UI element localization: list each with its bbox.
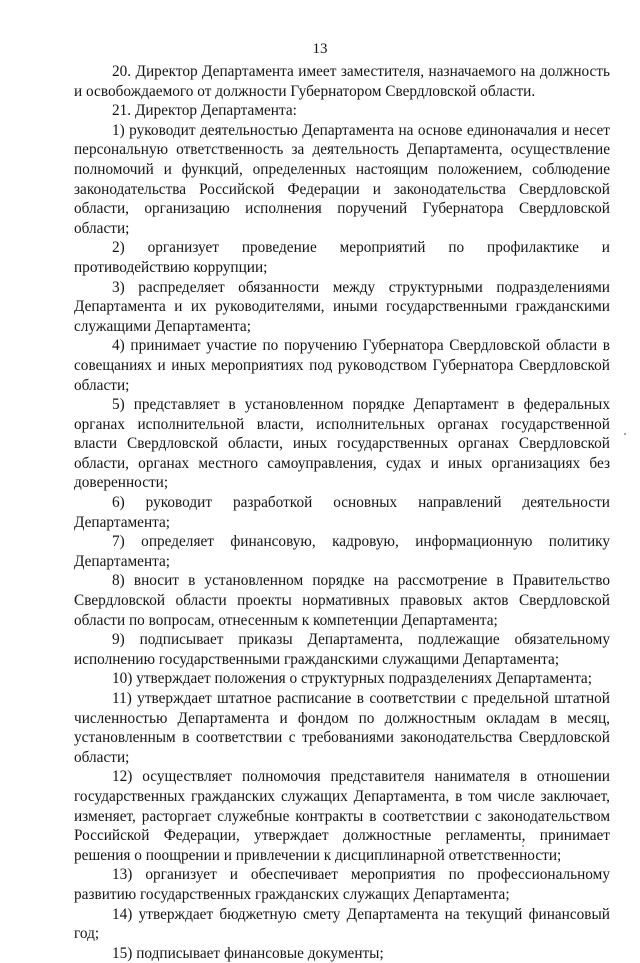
list-item-2: 2) организует проведение мероприятий по профилактике и противодействию коррупции; bbox=[74, 239, 610, 276]
list-item-11: 11) утверждает штатное расписание в соответствии с предельной штатной численностью Департамента и фондом по должностным окладам в месяц, установленным в соответствии с требованиями законодательства Свердловской области; bbox=[74, 690, 610, 766]
list-item-13: 13) организует и обеспечивает мероприятия по профессиональному развитию государственных гражданских служащих Департамента; bbox=[74, 866, 610, 903]
list-item-3: 3) распределяет обязанности между структурными подразделениями Департамента и их руководителями, иными государственными гражданскими служащими Департамента; bbox=[74, 278, 610, 335]
list-item-9: 9) подписывает приказы Департамента, подлежащие обязательному исполнению государственными гражданскими служащими Департамента; bbox=[74, 631, 610, 668]
list-item-1: 1) руководит деятельностью Департамента на основе единоначалия и несет персональную ответственность за деятельность Департамента, осуществление полномочий и функций, определенных настоящим положением, соблюдение законодательства Российской Федерации и законодательства Свердловской области, организацию исполнения поручений Губернатора Свердловской области; bbox=[74, 121, 610, 237]
scan-speck bbox=[624, 433, 626, 435]
list-item-14: 14) утверждает бюджетную смету Департамента на текущий финансовый год; bbox=[74, 905, 610, 943]
paragraph-21: 21. Директор Департамента: bbox=[112, 102, 297, 120]
list-item-4: 4) принимает участие по поручению Губернатора Свердловской области в совещаниях и иных мероприятиях под руководством Губернатора Свердловской области; bbox=[74, 337, 610, 394]
list-item-5: 5) представляет в установленном порядке Департамент в федеральных органах исполнительной власти, исполнительных органах государственной власти Свердловской области, иных государственных органах Свердловской области, органах местного самоуправления, судах и иных организациях без доверенности; bbox=[74, 396, 610, 492]
scan-speck bbox=[522, 845, 524, 847]
list-item-8: 8) вносит в установленном порядке на рассмотрение в Правительство Свердловской области проекты нормативных правовых актов Свердловской области по вопросам, отнесенным к компетенции Департамента; bbox=[74, 572, 610, 629]
page-number: 13 bbox=[312, 41, 328, 57]
paragraph-20: 20. Директор Департамента имеет заместителя, назначаемого на должность и освобождаемого от должности Губернатором Свердловской области. bbox=[74, 63, 610, 100]
list-item-12: 12) осуществляет полномочия представителя нанимателя в отношении государственных гражданских служащих Департамента, в том числе заключает, изменяет, расторгает служебные контракты в соответствии с законодательством Российской Федерации, утверждает должностные регламенты, принимает решения о поощрении и привлечении к дисциплинарной ответственности; bbox=[74, 768, 610, 864]
list-item-7: 7) определяет финансовую, кадровую, информационную политику Департамента; bbox=[74, 533, 610, 570]
list-item-15: 15) подписывает финансовые документы; bbox=[112, 944, 384, 962]
document-body bbox=[74, 62, 610, 963]
list-item-6: 6) руководит разработкой основных направлений деятельности Департамента; bbox=[74, 494, 610, 531]
list-item-10: 10) утверждает положения о структурных подразделениях Департамента; bbox=[112, 670, 592, 688]
